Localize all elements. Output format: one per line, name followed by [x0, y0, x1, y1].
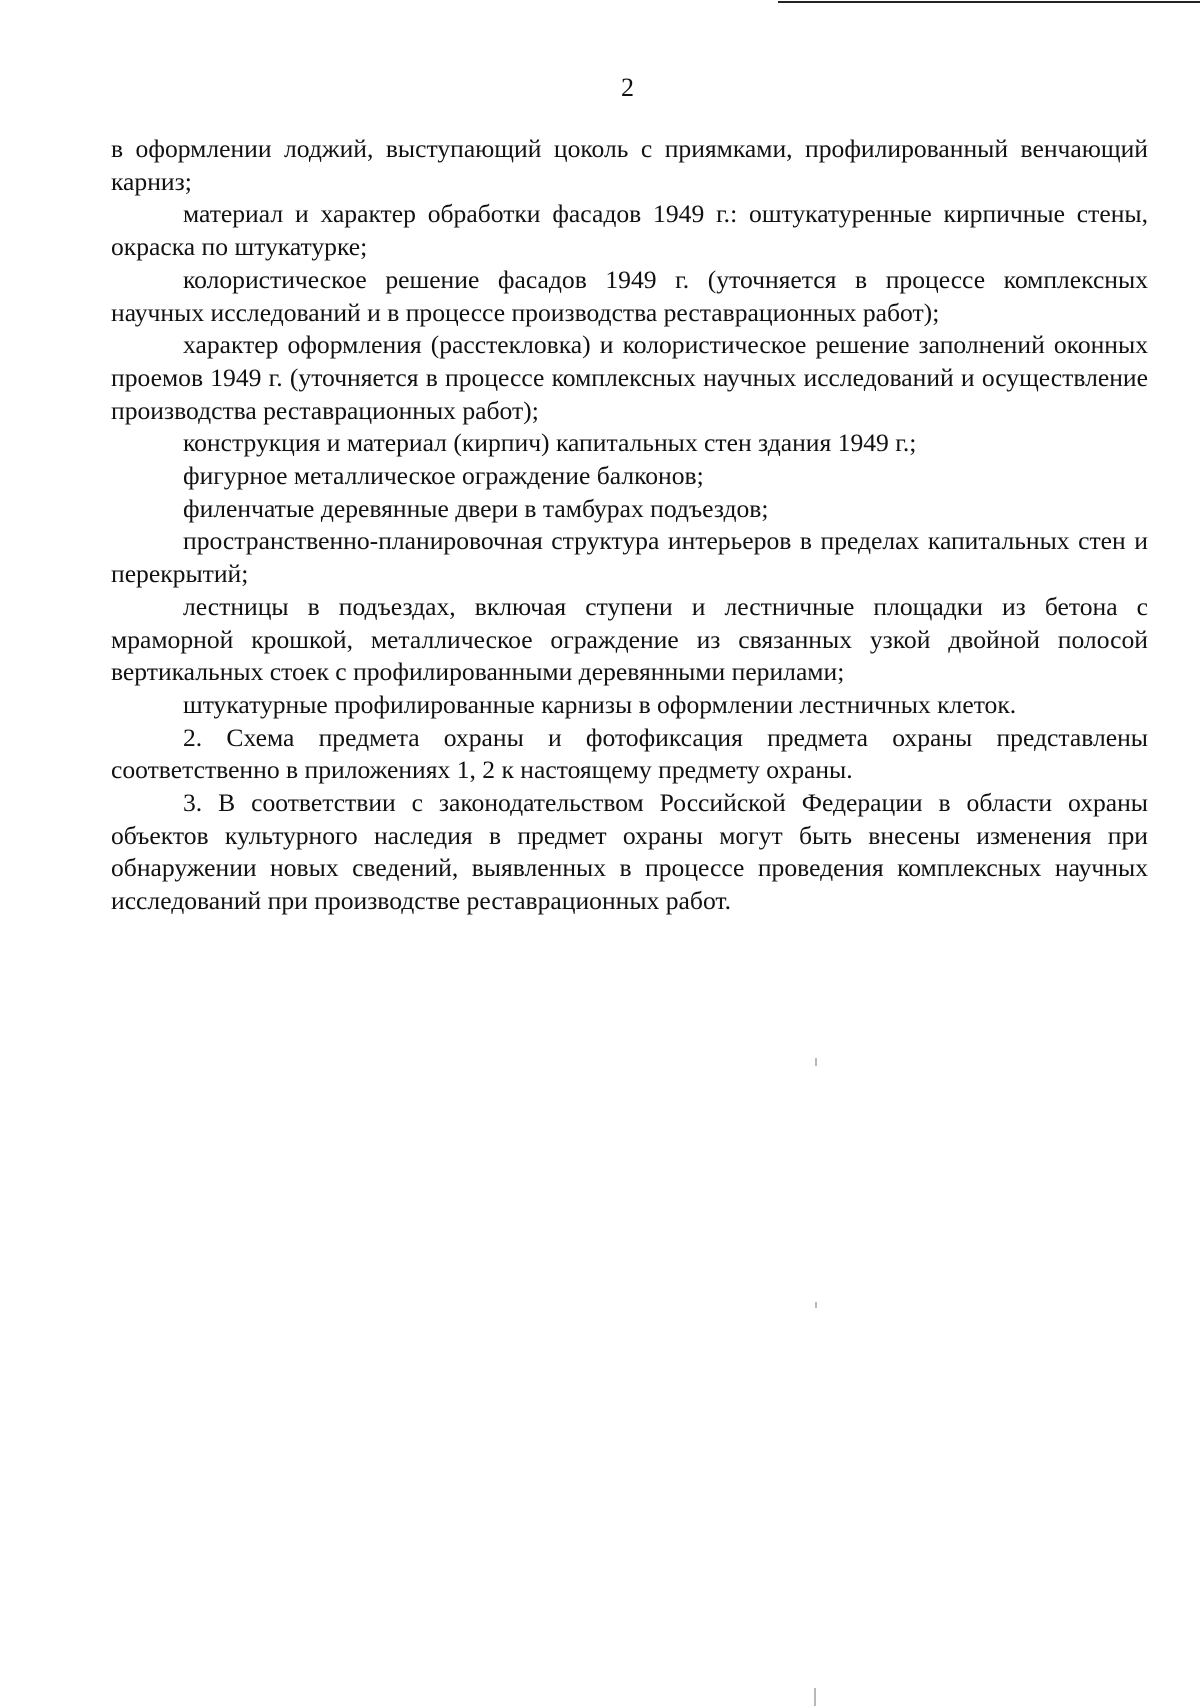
scan-artifact-mark: [815, 1058, 817, 1066]
paragraph-interior-structure: пространственно-планировочная структура интерьеров в пределах капитальных стен и перекрытий;: [111, 526, 1148, 589]
paragraph-entrance-doors: филенчатые деревянные двери в тамбурах подъездов;: [183, 493, 769, 523]
paragraph-window-design: характер оформления (расстекловка) и колористическое решение заполнений оконных проемов 1949 г. (уточняется в процессе комплексных научных исследований и осуществление производства реставрационных работ);: [111, 330, 1148, 425]
paragraph-facade-material: материал и характер обработки фасадов 1949 г.: оштукатуренные кирпичные стены, окраска по штукатурке;: [111, 199, 1148, 262]
document-body: [111, 133, 1148, 918]
paragraph-balcony-railing: фигурное металлическое ограждение балконов;: [183, 461, 704, 491]
paragraph-facade-color: колористическое решение фасадов 1949 г. (уточняется в процессе комплексных научных исследований и в процессе производства реставрационных работ);: [111, 264, 1148, 327]
paragraph-walls-construction: конструкция и материал (кирпич) капитальных стен здания 1949 г.;: [183, 428, 917, 458]
paragraph-staircases: лестницы в подъездах, включая ступени и лестничные площадки из бетона с мраморной крошкой, металлическое ограждение из связанных узкой двойной полосой вертикальных стоек с профилированными деревянными перилами;: [111, 591, 1148, 687]
scan-top-edge-line: [778, 1, 1200, 3]
paragraph-item-3: 3. В соответствии с законодательством Российской Федерации в области охраны объектов культурного наследия в предмет охраны могут быть внесены изменения при обнаружении новых сведений, выявленных в процессе проведения комплексных научных исследований при производстве реставрационных работ.: [111, 788, 1148, 916]
scan-artifact-mark: [815, 1302, 817, 1308]
paragraph-continuation: в оформлении лоджий, выступающий цоколь с приямками, профилированный венчающий карниз;: [111, 134, 1148, 196]
paragraph-item-2: 2. Схема предмета охраны и фотофиксация предмета охраны представлены соответственно в приложениях 1, 2 к настоящему предмету охраны.: [111, 722, 1148, 785]
page-number: 2: [621, 73, 634, 102]
paragraph-cornices: штукатурные профилированные карнизы в оформлении лестничных клеток.: [183, 689, 1017, 719]
scan-artifact-mark: [814, 1688, 816, 1706]
